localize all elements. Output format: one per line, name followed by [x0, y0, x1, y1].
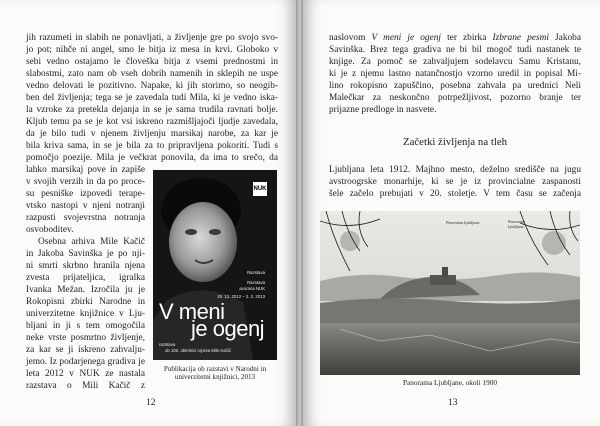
- poster-title-line1: V meni: [159, 299, 225, 324]
- text-line: naslovom V meni je ogenj ter zbirka Izbrane pesmi Jakoba: [329, 33, 581, 43]
- text-line: knjige. Za pomoč se zahvaljujem sodelavcu Samu Kristanu,: [329, 57, 581, 67]
- text-line: pomočjo poezije. Mila je večkrat ponovila, da ima to srečo, da: [26, 153, 278, 163]
- photo-caption: Panorama Ljubljane, okoli 1900: [402, 378, 498, 387]
- text-line: bljani in ji s tem omogočila: [26, 321, 145, 331]
- text-line: v svojih verzih in da po proce-: [26, 177, 145, 187]
- text-line: ben del življenja; tega se je zavedala tudi Mila, ki je vedno iska-: [26, 93, 278, 103]
- panorama-photo: [320, 211, 580, 375]
- text-line: su pesniške izpovedi terape-: [26, 189, 145, 199]
- text-line: jemo. Iz podarjenega gradiva je: [26, 357, 145, 367]
- text-line: Malečkar za neskončno potrpežljivost, pozorno branje ter: [329, 93, 581, 103]
- text-line: sebi vedno ostajamo le človeška bitja z vsemi prednostmi in: [26, 57, 278, 67]
- text-line: avstroogrske monarhije, ki se je iz provincialne zaspanosti: [329, 177, 581, 187]
- poster-subtitle: Razstava: [247, 270, 265, 275]
- text-line: vtsko nastopi v njeni notranji: [26, 201, 145, 211]
- text-line: Rokopisni zbirki Narodne in: [26, 297, 145, 307]
- book-gutter: [296, 0, 303, 426]
- nuk-logo: NUK: [253, 182, 267, 196]
- text-line: univerzitetne knjižnice v Lju-: [26, 309, 145, 319]
- text-line: šele začelo prebujati v 20. stoletje. V tem času se začenja: [329, 189, 581, 199]
- text-line: la vzroke za pretekla dejanja in se je sama trudila ravnati bolje.: [26, 105, 278, 115]
- text-line: zvesta prijateljica, igralka: [26, 273, 145, 283]
- page-number-right: 13: [448, 398, 458, 408]
- text-line: vedno delovati le pozitivno. Napake, ki jih storimo, so neogib-: [26, 81, 278, 91]
- text-line: jo pot; nihče ni angel, smo le bitja iz mesa in krvi. Globoko v: [26, 45, 278, 55]
- text-line: slabostmi, zato nam ob vseh dobrih namenih in sklepih ne uspe: [26, 69, 278, 79]
- text-line: ki je z njemu lastno natančnostjo vzorno uredil in popisal Mi-: [329, 69, 581, 79]
- text-line: lino rokopisno zapuščino, posebna zahvala pa urednici Neli: [329, 81, 581, 91]
- text-line: prijazne predloge in nasvete.: [329, 105, 437, 115]
- poster-tagline: ob 100. obletnici rojstva Mile Kačič: [165, 348, 231, 353]
- page-number-left: 12: [146, 398, 156, 408]
- text-line: bila kriva sama, in se je bila za to pripravljena pokoriti. Tudi s: [26, 141, 278, 151]
- text-line: osvoboditev.: [26, 225, 74, 235]
- text-line: razpusti svojevrstna notranja: [26, 213, 145, 223]
- text-line: lahko marsikaj pove in zapiše: [26, 165, 145, 175]
- text-line: leta 2012 v NUK ze nastala: [26, 369, 145, 379]
- text-line: in Jakoba Savinška je po nji-: [26, 249, 145, 259]
- text-line: Ivanka Mežan. Izročila ju je: [26, 285, 145, 295]
- text-line: neke vrste posmrtno življenje,: [26, 333, 145, 343]
- text-line: razstava o Mili Kačič z: [26, 381, 145, 391]
- poster-subtitle: Razstava: [247, 280, 265, 285]
- exhibition-poster: [153, 170, 277, 360]
- photo-label-right: Panorama: [508, 219, 525, 224]
- poster-caption-line: univerzitetni knjižnici, 2013: [174, 373, 256, 381]
- photo-label-left: Panorama Ljubljana: [446, 220, 480, 225]
- poster-caption-line: Publikacija ob razstavi v Narodni in: [163, 365, 267, 373]
- text-line: jih razumeti in slabih ne ponavljati, a življenje gre po svojo svo-: [26, 33, 278, 43]
- text-line: Kljub temu pa se je kot vsi iskreno razmišljajoči ljudje zavedala,: [26, 117, 278, 127]
- text-line: Savinška. Brez tega gradiva ne bi bil mogoč tudi nastanek te: [329, 45, 581, 55]
- text-line: Osebna arhiva Mile Kačič: [38, 237, 145, 247]
- poster-tagline: razstava: [159, 342, 176, 347]
- panorama-drawing: [320, 211, 580, 375]
- photo-label-right: Ljubljana: [508, 224, 524, 229]
- text-line: za kar se ji iskreno zahvalju-: [26, 345, 145, 355]
- poster-subtitle: avorana NUK: [239, 286, 265, 291]
- text-line: ni smrti skrbno hranila njena: [26, 261, 145, 271]
- text-line: Ljubljana leta 1912. Majhno mesto, deželno središče na jugu: [329, 165, 581, 175]
- section-heading: Začetki življenja na tleh: [402, 136, 508, 148]
- poster-dates: 20. 12. 2012 – 2. 2. 2013: [217, 294, 265, 299]
- poster-title-line2: je ogenj: [191, 316, 265, 341]
- text-line: da je bilo tudi v njenem življenju marsikaj narobe, za kar je: [26, 129, 278, 139]
